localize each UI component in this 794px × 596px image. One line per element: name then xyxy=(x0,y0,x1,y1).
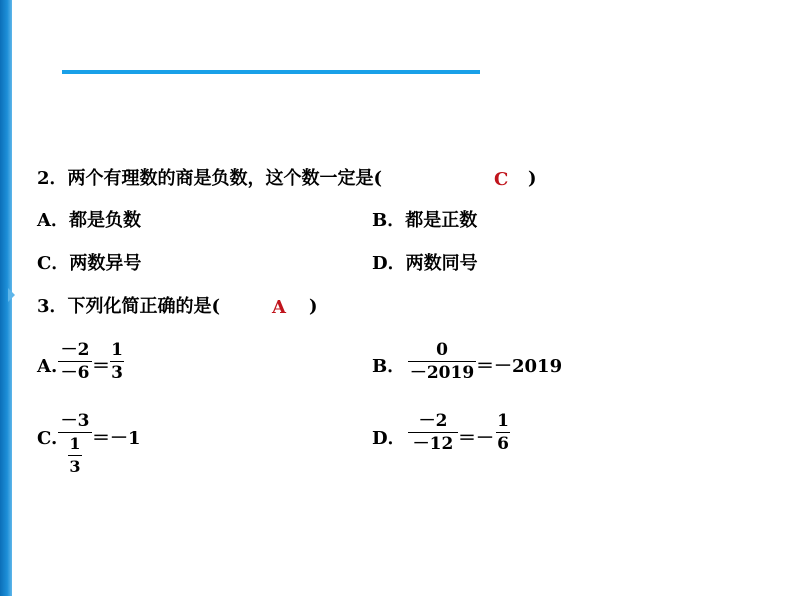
fraction-numerator: －2 xyxy=(60,340,90,360)
q3-option-d-equals: ＝－ xyxy=(458,428,494,449)
q3-option-d-result xyxy=(496,411,510,454)
fraction-numerator: 1 xyxy=(497,411,509,431)
q3-option-a-label: A. xyxy=(37,356,58,377)
q3-option-a-equals: ＝ xyxy=(92,356,110,377)
fraction-bar xyxy=(110,361,124,362)
q2-option-b: B．都是正数 xyxy=(372,210,478,231)
q2-option-c: C．两数异号 xyxy=(37,253,142,274)
q3-option-d-fraction xyxy=(408,411,458,454)
left-bar-arrow-icon xyxy=(8,288,15,302)
q3-option-c-equals: ＝－1 xyxy=(92,428,141,449)
fraction-denominator: －6 xyxy=(60,363,90,383)
fraction-numerator: 0 xyxy=(436,340,448,360)
q3-option-a-fraction xyxy=(58,340,92,383)
q2-option-a: A．都是负数 xyxy=(37,210,141,231)
q2-option-d: D．两数同号 xyxy=(372,253,478,274)
title-underline xyxy=(62,70,480,74)
q3-option-a-result xyxy=(110,340,124,383)
fraction-denominator: －2019 xyxy=(409,363,475,383)
q3-option-b-fraction xyxy=(408,340,476,383)
nested-fraction-bar xyxy=(68,455,82,456)
fraction-denominator: －12 xyxy=(412,434,454,454)
q3-option-c-fraction xyxy=(58,411,92,477)
q3-stem: 3．下列化简正确的是( xyxy=(37,296,221,317)
nested-denominator: 3 xyxy=(69,457,81,476)
q3-option-b-equals: ＝－2019 xyxy=(476,356,563,377)
q3-option-c-label: C. xyxy=(37,428,58,449)
q2-stem-close: ) xyxy=(528,168,537,189)
fraction-numerator: 1 xyxy=(111,340,123,360)
q2-answer: C xyxy=(494,169,509,190)
q3-answer: A xyxy=(272,297,286,318)
fraction-denominator: 3 xyxy=(111,363,123,383)
fraction-numerator: －2 xyxy=(418,411,448,431)
fraction-bar xyxy=(496,432,510,433)
fraction-bar xyxy=(58,361,92,362)
fraction-denominator xyxy=(68,434,82,477)
fraction-bar xyxy=(58,432,92,433)
fraction-numerator: －3 xyxy=(60,411,90,431)
q3-stem-close: ) xyxy=(309,296,318,317)
nested-numerator: 1 xyxy=(69,434,81,453)
fraction-denominator: 6 xyxy=(497,434,509,454)
fraction-bar xyxy=(408,432,458,433)
q2-stem: 2．两个有理数的商是负数，这个数一定是( xyxy=(37,168,383,189)
q3-option-b-label: B． xyxy=(372,356,406,377)
fraction-bar xyxy=(408,361,476,362)
q3-option-d-label: D． xyxy=(372,428,406,449)
